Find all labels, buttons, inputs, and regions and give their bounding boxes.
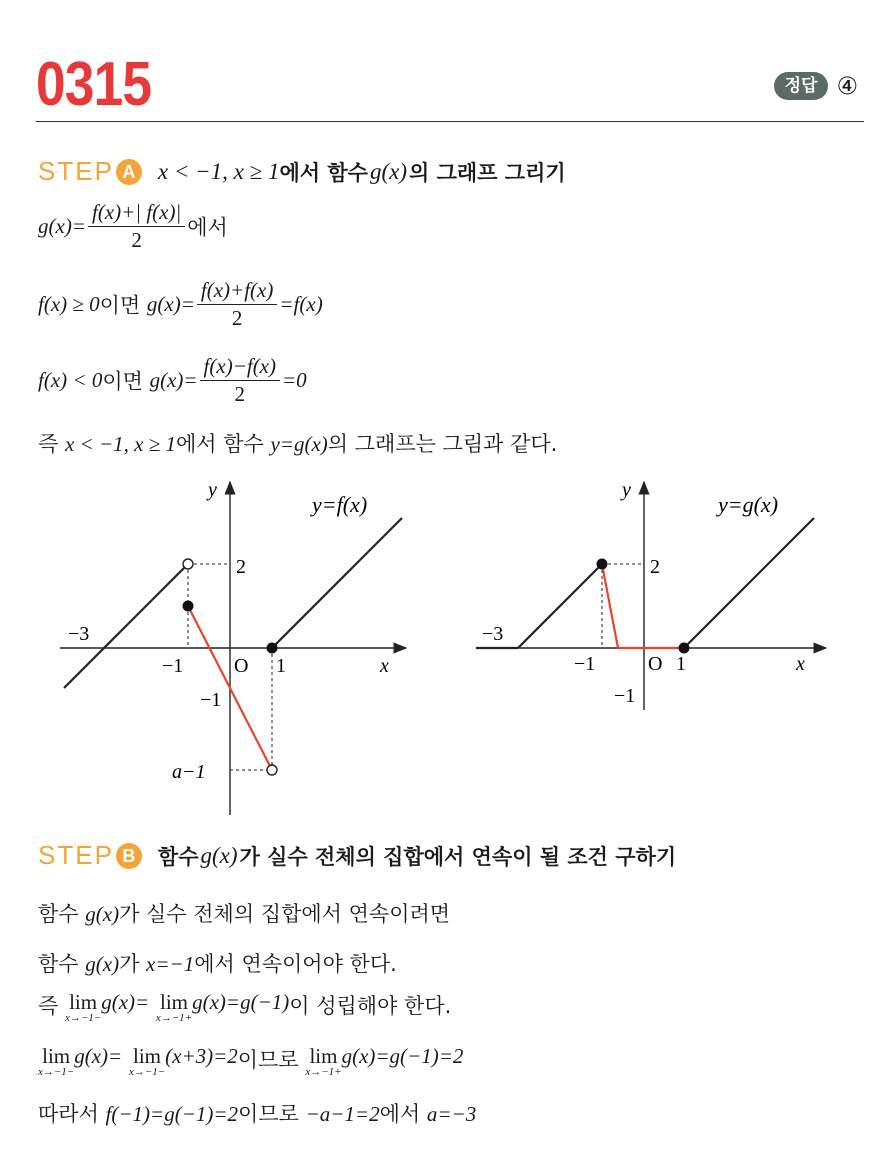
step-a-text2: 의 그래프 그리기	[409, 160, 566, 185]
b5-c: 에서	[379, 1102, 427, 1126]
step-a-text1: 에서 함수	[279, 160, 368, 185]
b5-m3: a=−3	[426, 1102, 477, 1126]
l3-frac	[200, 354, 280, 407]
g-y-label: y	[622, 479, 631, 501]
step-b-circle: B	[116, 843, 142, 869]
step-b-text1: 함수	[157, 844, 199, 869]
b3-lim1-sub: x→−1−	[64, 1012, 102, 1024]
g-left-rise	[518, 564, 602, 648]
header	[36, 52, 864, 122]
g-drop-segment	[602, 564, 618, 648]
l1-tail: 에서	[187, 215, 228, 240]
g-x-label: x	[796, 653, 805, 675]
closed-point-neg1	[183, 601, 194, 612]
step-a-math1: x < −1, x ≥ 1	[157, 158, 280, 184]
b4-lim3-sub: x→−1+	[305, 1066, 342, 1078]
line-b3	[38, 990, 451, 1024]
g-tick-x-neg1: −1	[574, 653, 596, 675]
g-tick-y2: 2	[650, 556, 660, 578]
step-b-text2: 가 실수 전체의 집합에서 연속이 될 조건 구하기	[239, 844, 677, 869]
line-b4	[38, 1044, 463, 1078]
l1-frac	[88, 200, 185, 253]
f-tick-y-neg1: −1	[200, 689, 222, 711]
b3-lim1	[65, 990, 101, 1024]
b2-c: 에서 연속이어야 한다.	[194, 952, 397, 976]
b4-lim2-word: lim	[133, 1044, 162, 1068]
f-tick-y-a1: a−1	[172, 761, 206, 783]
answer	[774, 72, 858, 100]
f-curve-label: y=f(x)	[312, 492, 368, 517]
l2-cond: f(x) ≥ 0	[38, 292, 100, 316]
step-a-heading	[38, 156, 566, 187]
f-right-segment	[272, 518, 402, 648]
g-point-neg1-2	[597, 559, 608, 570]
b2-m1: g(x)	[85, 952, 120, 976]
problem-number: 0315	[36, 50, 152, 119]
b5-m1: f(−1)=g(−1)=2	[105, 1102, 239, 1126]
b3-m1: g(x)=	[101, 990, 150, 1014]
step-b-heading	[38, 840, 676, 871]
b3-lim2-sub: x→−1+	[155, 1012, 193, 1024]
l2-frac	[197, 278, 277, 331]
b4-lim3	[305, 1044, 341, 1078]
graph-f	[50, 470, 420, 820]
closed-point-1-0	[267, 643, 278, 654]
f-tick-y2: 2	[236, 556, 246, 578]
step-a-label: STEP	[38, 156, 114, 186]
header-divider	[36, 121, 864, 122]
graph-g	[470, 470, 850, 720]
step-b-label: STEP	[38, 840, 114, 870]
g-point-1-0	[679, 643, 690, 654]
b3-m2: g(x)=g(−1)	[192, 990, 290, 1014]
f-y-label: y	[208, 479, 217, 501]
g-tick-y-neg1: −1	[614, 685, 636, 707]
b4-m2: (x+3)=2	[165, 1044, 238, 1068]
b3-a: 즉	[38, 994, 65, 1018]
l2-rhs: =f(x)	[279, 292, 323, 316]
line-a3	[38, 354, 307, 407]
l1-num: f(x)+| f(x)|	[88, 200, 185, 227]
line-b5	[38, 1098, 476, 1128]
l4-a: 즉	[38, 432, 65, 456]
f-origin-label: O	[234, 655, 249, 677]
b4-lim1-sub: x→−1−	[38, 1066, 75, 1078]
b4-m1: g(x)=	[74, 1044, 123, 1068]
l3-rhs: =0	[282, 368, 307, 392]
line-b2	[38, 948, 397, 978]
line-b1	[38, 898, 450, 928]
f-tick-x-neg3: −3	[68, 623, 90, 645]
l3-text: 이면	[102, 369, 150, 394]
l2-num: f(x)+f(x)	[197, 278, 277, 305]
b5-b: 이므로	[238, 1102, 306, 1126]
g-tick-x1: 1	[676, 653, 686, 675]
b3-lim1-word: lim	[69, 990, 98, 1014]
b4-m3: g(x)=g(−1)=2	[341, 1044, 464, 1068]
step-a-math2: g(x)	[369, 158, 408, 184]
b5-a: 따라서	[38, 1102, 106, 1126]
l3-num: f(x)−f(x)	[200, 354, 280, 381]
answer-badge: 정답	[774, 72, 829, 100]
b2-b: 가	[119, 952, 147, 976]
f-tick-x-neg1: −1	[162, 655, 184, 677]
g-origin-label: O	[648, 653, 663, 675]
b2-a: 함수	[38, 952, 86, 976]
l4-b: 에서 함수	[175, 432, 271, 456]
l1-den: 2	[131, 228, 142, 252]
g-curve-label: y=g(x)	[718, 492, 779, 517]
b3-b: 이 성립해야 한다.	[289, 994, 452, 1018]
f-tick-x1: 1	[276, 655, 286, 677]
b4-lim1	[38, 1044, 74, 1078]
b1-a: 함수	[38, 902, 86, 926]
l3-lhs: g(x)=	[149, 368, 198, 392]
b2-m2: x=−1	[146, 952, 195, 976]
l2-lhs: g(x)=	[146, 292, 195, 316]
b3-lim2-word: lim	[159, 990, 188, 1014]
f-x-label: x	[380, 655, 389, 677]
l4-m1: x < −1, x ≥ 1	[64, 432, 176, 456]
step-a-circle: A	[116, 159, 142, 185]
l3-cond: f(x) < 0	[38, 368, 103, 392]
l3-den: 2	[234, 382, 246, 406]
line-a2	[38, 278, 323, 331]
b1-b: 가 실수 전체의 집합에서 연속이려면	[119, 902, 451, 926]
b4-lim2-sub: x→−1−	[128, 1066, 166, 1078]
answer-value: ④	[836, 72, 858, 100]
l4-m2: y=g(x)	[270, 432, 328, 456]
l1-lhs: g(x)=	[38, 214, 86, 238]
step-b-math: g(x)	[200, 842, 238, 868]
l2-den: 2	[231, 306, 243, 330]
line-a1	[38, 200, 228, 253]
open-point-neg1-2	[183, 559, 193, 569]
b5-m2: −a−1=2	[305, 1102, 380, 1126]
open-point-1-a1	[267, 765, 277, 775]
b4-lim1-word: lim	[42, 1044, 71, 1068]
b4-lim3-word: lim	[309, 1044, 338, 1068]
l2-text: 이면	[99, 293, 147, 318]
line-a4	[38, 428, 557, 458]
b4-lim2	[129, 1044, 165, 1078]
b3-lim2	[156, 990, 192, 1024]
g-tick-x-neg3: −3	[482, 623, 504, 645]
b4-b: 이므로	[237, 1048, 306, 1072]
b1-m: g(x)	[85, 902, 120, 926]
l4-c: 의 그래프는 그림과 같다.	[327, 432, 558, 456]
g-right-segment	[684, 518, 814, 648]
